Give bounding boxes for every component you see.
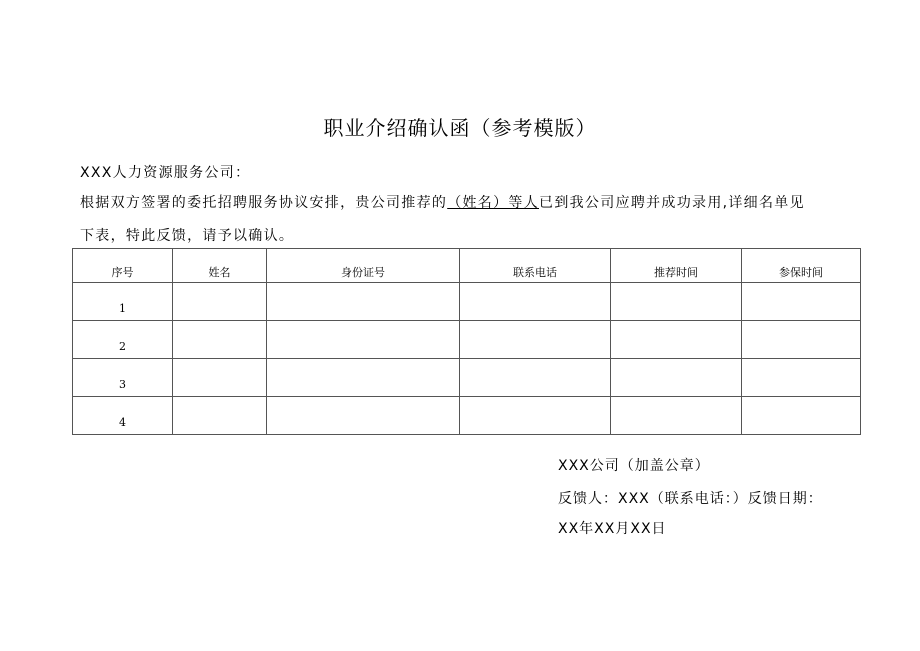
salutation: XXX人力资源服务公司： (80, 165, 251, 181)
signature-feedback: 反馈人：XXX（联系电话：）反馈日期： (558, 491, 823, 507)
table-cell (460, 321, 611, 359)
body-paragraph-line-1 (80, 193, 805, 213)
table-cell (267, 397, 460, 435)
header-phone: 联系电话 (460, 249, 611, 283)
table-cell-index: 2 (73, 321, 173, 359)
table-cell (267, 321, 460, 359)
table-cell (611, 283, 742, 321)
header-insurance-date: 参保时间 (742, 249, 861, 283)
table-cell (173, 283, 267, 321)
table-cell (611, 321, 742, 359)
body-text-part-1: 根据双方签署的委托招聘服务协议安排，贵公司推荐的 (80, 195, 448, 211)
table-header-row (73, 249, 861, 283)
table-cell (173, 397, 267, 435)
header-recommend-date: 推荐时间 (611, 249, 742, 283)
table-cell-index: 4 (73, 397, 173, 435)
table-row (73, 321, 861, 359)
table-cell (742, 321, 861, 359)
table-cell (742, 283, 861, 321)
table-cell (460, 359, 611, 397)
table-row (73, 283, 861, 321)
table-cell (267, 359, 460, 397)
employee-table (72, 248, 861, 435)
body-text-part-2: 已到我公司应聘并成功录用,详细名单见 (539, 195, 805, 211)
table-cell (742, 397, 861, 435)
table-cell (173, 359, 267, 397)
table-cell-index: 3 (73, 359, 173, 397)
table-cell (460, 283, 611, 321)
table-cell (742, 359, 861, 397)
header-index: 序号 (73, 249, 173, 283)
table-cell (267, 283, 460, 321)
table-cell (173, 321, 267, 359)
signature-date: XX年XX月XX日 (558, 521, 667, 537)
body-text-underlined-name: （姓名）等人 (447, 195, 540, 211)
table-cell-index: 1 (73, 283, 173, 321)
body-paragraph-line-2: 下表，特此反馈，请予以确认。 (80, 228, 295, 244)
signature-company: XXX公司（加盖公章） (558, 458, 710, 474)
table-cell (460, 397, 611, 435)
header-id-number: 身份证号 (267, 249, 460, 283)
table-cell (611, 397, 742, 435)
table-cell (611, 359, 742, 397)
document-title: 职业介绍确认函（参考模版） (323, 116, 597, 140)
table-row (73, 359, 861, 397)
table-row (73, 397, 861, 435)
header-name: 姓名 (173, 249, 267, 283)
